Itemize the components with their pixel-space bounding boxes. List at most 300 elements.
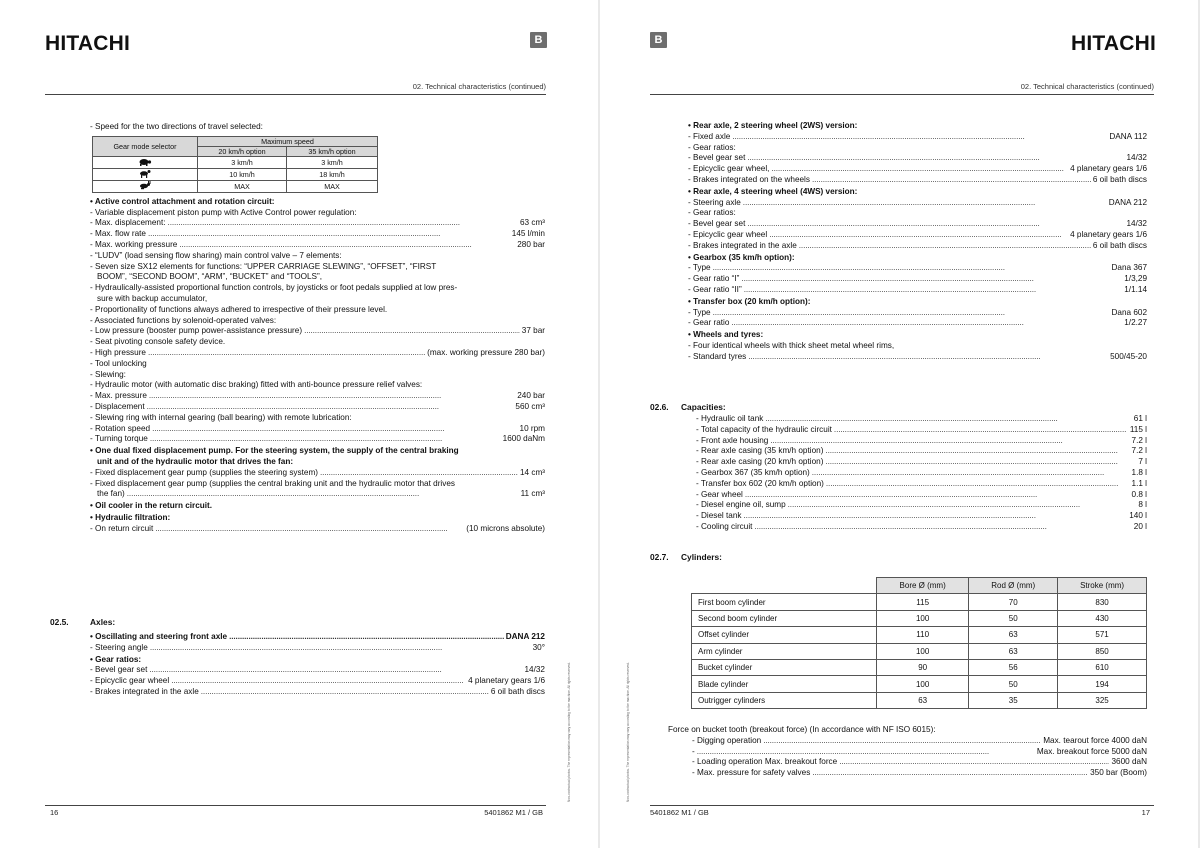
cylinder-stroke: 430 bbox=[1058, 610, 1147, 626]
leader-dots bbox=[825, 457, 1136, 468]
cylinder-rod: 63 bbox=[969, 643, 1058, 659]
capacity-row bbox=[696, 425, 1147, 436]
spec-label: - Rotation speed bbox=[90, 423, 151, 433]
cylinder-bore: 110 bbox=[877, 627, 969, 643]
spec-value: 4 planetary gears 1/6 bbox=[468, 676, 545, 686]
cylinder-stroke: 325 bbox=[1058, 692, 1147, 708]
spec-label: - Max. flow rate bbox=[90, 229, 146, 239]
leader-dots bbox=[763, 736, 1041, 747]
footer-rule bbox=[45, 805, 546, 806]
spec-value: 14 cm³ bbox=[519, 467, 545, 477]
force-row bbox=[692, 757, 1147, 768]
leader-dots bbox=[825, 446, 1129, 457]
cylinder-rod: 50 bbox=[969, 610, 1058, 626]
spec-heading: • Rear axle, 2 steering wheel (2WS) version: bbox=[688, 121, 858, 130]
side-note: Non-contractual photos. The representation may vary according to the machine. All rights reserved. bbox=[567, 662, 571, 802]
document-reference: 5401862 M1 / GB bbox=[484, 808, 543, 817]
spec-label: the fan) bbox=[97, 489, 125, 499]
spec-value: Dana 602 bbox=[1111, 307, 1147, 317]
page-left bbox=[0, 0, 598, 848]
spec-text: - Seat pivoting console safety device. bbox=[90, 337, 226, 347]
right-content bbox=[688, 120, 1147, 363]
spec-value: 30° bbox=[532, 642, 545, 652]
capacity-value: 7.2 l bbox=[1131, 446, 1147, 456]
spec-text: - Slewing: bbox=[90, 369, 126, 379]
spec-label: - Type bbox=[688, 307, 711, 317]
right-spec-list bbox=[688, 121, 1147, 363]
gear-cell: 10 km/h bbox=[198, 168, 287, 180]
capacity-value: 61 l bbox=[1133, 414, 1147, 423]
table-row bbox=[93, 168, 378, 180]
running-header: 02. Technical characteristics (continued) bbox=[412, 82, 546, 91]
capacity-row bbox=[696, 414, 1147, 425]
spec-label: - Low pressure (booster pump power-assistance pressure) bbox=[90, 326, 303, 336]
capacity-value: 8 l bbox=[1138, 500, 1147, 510]
capacity-label: - Rear axle casing (20 km/h option) bbox=[696, 457, 824, 467]
spec-heading: • Active control attachment and rotation circuit: bbox=[90, 196, 275, 206]
spec-value: 6 oil bath discs bbox=[1092, 240, 1147, 250]
spec-value: 145 l/min bbox=[511, 229, 545, 239]
capacity-row bbox=[696, 436, 1147, 447]
capacity-label: - Cooling circuit bbox=[696, 521, 753, 531]
spec-row bbox=[688, 241, 1147, 252]
blank-corner-cell bbox=[692, 578, 877, 594]
leader-dots bbox=[713, 308, 1110, 319]
spec-row bbox=[90, 468, 545, 479]
capacity-label: - Diesel tank bbox=[696, 511, 742, 521]
cylinder-bore: 100 bbox=[877, 610, 969, 626]
speed-intro: - Speed for the two directions of travel selected: bbox=[90, 122, 263, 131]
cylinder-name: Bucket cylinder bbox=[692, 659, 877, 675]
capacity-row bbox=[696, 468, 1147, 479]
capacity-label: - Hydraulic oil tank bbox=[696, 414, 764, 423]
spec-row bbox=[90, 402, 545, 413]
leader-dots bbox=[745, 490, 1130, 501]
spec-row bbox=[688, 164, 1147, 175]
leader-dots bbox=[765, 414, 1131, 425]
brand-logo: HITACHI bbox=[45, 32, 131, 55]
leader-dots bbox=[799, 241, 1091, 252]
spec-row bbox=[688, 219, 1147, 230]
leader-dots bbox=[168, 218, 518, 229]
capacity-row bbox=[696, 457, 1147, 468]
cylinders-table bbox=[691, 577, 1147, 709]
capacity-value: 1.8 l bbox=[1131, 467, 1147, 477]
cylinder-stroke: 830 bbox=[1058, 594, 1147, 610]
capacity-value: 0.8 l bbox=[1131, 489, 1147, 499]
force-label: - Loading operation Max. breakout force bbox=[692, 757, 838, 767]
spec-value: 37 bar bbox=[521, 326, 545, 336]
capacity-value: 140 l bbox=[1129, 511, 1147, 521]
spec-label: - High pressure bbox=[90, 347, 146, 357]
spec-row bbox=[688, 352, 1147, 363]
leader-dots bbox=[171, 676, 466, 687]
spec-label: - Steering angle bbox=[90, 642, 148, 652]
capacity-row bbox=[696, 490, 1147, 501]
gear-cell: 18 km/h bbox=[287, 168, 378, 180]
spec-label: - Gear ratio “I” bbox=[688, 274, 740, 284]
spec-heading: • Rear axle, 4 steering wheel (4WS) version: bbox=[688, 186, 858, 196]
spec-row bbox=[90, 348, 545, 359]
spec-value: DANA 212 bbox=[505, 632, 545, 641]
cylinder-bore: 115 bbox=[877, 594, 969, 610]
spec-label: - Max. pressure bbox=[90, 391, 147, 401]
capacity-value: 1.1 l bbox=[1131, 478, 1147, 488]
spec-value: 1/3,29 bbox=[1124, 274, 1147, 284]
spec-label: - Brakes integrated on the wheels bbox=[688, 174, 810, 184]
force-content bbox=[668, 725, 1147, 779]
capacity-label: - Gear wheel bbox=[696, 489, 743, 499]
spec-label: - Displacement bbox=[90, 401, 145, 411]
spec-label: - Steering axle bbox=[688, 197, 741, 207]
page-number: 17 bbox=[1141, 808, 1150, 817]
gear-table-header-35: 35 km/h option bbox=[287, 146, 378, 156]
leader-dots bbox=[229, 632, 504, 643]
cylinders-section-title: Cylinders: bbox=[681, 552, 722, 562]
leader-dots bbox=[179, 240, 515, 251]
spec-row bbox=[688, 308, 1147, 319]
leader-dots bbox=[743, 198, 1107, 209]
spec-text: - Gear ratios: bbox=[688, 142, 736, 152]
spec-row bbox=[90, 218, 545, 229]
cylinder-name: Blade cylinder bbox=[692, 676, 877, 692]
spec-value: 11 cm³ bbox=[520, 489, 545, 499]
capacity-row bbox=[696, 522, 1147, 533]
spec-text: - Slewing ring with internal gearing (ball bearing) with remote lubrication: bbox=[90, 412, 352, 422]
cylinder-rod: 35 bbox=[969, 692, 1058, 708]
spec-value: DANA 212 bbox=[1108, 197, 1147, 207]
gear-cell: 3 km/h bbox=[287, 156, 378, 168]
spec-label: - Epicyclic gear wheel bbox=[90, 676, 170, 686]
spec-row bbox=[90, 391, 545, 402]
spec-text: - Tool unlocking bbox=[90, 358, 147, 368]
spec-row bbox=[90, 229, 545, 240]
cylinder-name: First boom cylinder bbox=[692, 594, 877, 610]
force-row bbox=[692, 736, 1147, 747]
spec-label: - Gear ratio “II” bbox=[688, 284, 742, 294]
table-row bbox=[692, 659, 1147, 675]
cylinder-name: Outrigger cylinders bbox=[692, 692, 877, 708]
gear-cell: 3 km/h bbox=[198, 156, 287, 168]
page-right bbox=[600, 0, 1198, 848]
cylinder-rod: 70 bbox=[969, 594, 1058, 610]
cylinder-stroke: 850 bbox=[1058, 643, 1147, 659]
leader-dots bbox=[747, 219, 1124, 230]
spec-value: 14/32 bbox=[524, 665, 545, 675]
spec-row bbox=[90, 240, 545, 251]
table-header-row bbox=[692, 578, 1147, 594]
spec-label: - Standard tyres bbox=[688, 351, 747, 361]
leader-dots bbox=[713, 263, 1110, 274]
leader-dots bbox=[826, 479, 1130, 490]
leader-dots bbox=[148, 348, 425, 359]
left-content bbox=[90, 122, 545, 535]
spec-label: - Bevel gear set bbox=[688, 219, 746, 229]
leader-dots bbox=[304, 326, 520, 337]
cylinder-bore: 100 bbox=[877, 676, 969, 692]
leader-dots bbox=[748, 352, 1108, 363]
table-row bbox=[692, 692, 1147, 708]
spec-value: 500/45-20 bbox=[1110, 351, 1147, 361]
leader-dots bbox=[788, 500, 1137, 511]
spec-label: - Epicyclic gear wheel, bbox=[688, 164, 770, 174]
axles-section-number: 02.5. bbox=[50, 617, 69, 627]
capacity-value: 7 l bbox=[1138, 457, 1147, 467]
table-row bbox=[692, 627, 1147, 643]
cylinder-name: Offset cylinder bbox=[692, 627, 877, 643]
spec-text: - Seven size SX12 elements for functions: “UPPER CARRIAGE SLEWING”, “OFFSET”, “FIRST bbox=[90, 261, 437, 271]
walking-animal-icon bbox=[93, 168, 198, 180]
leader-dots bbox=[149, 391, 515, 402]
spec-heading: • Gear ratios: bbox=[90, 654, 142, 664]
spec-label: - Bevel gear set bbox=[90, 665, 148, 675]
force-value: Max. tearout force 4000 daN bbox=[1043, 735, 1147, 745]
spec-row bbox=[688, 318, 1147, 329]
table-row bbox=[692, 676, 1147, 692]
capacity-label: - Total capacity of the hydraulic circuit bbox=[696, 424, 832, 434]
spec-row bbox=[688, 132, 1147, 143]
spec-label: - Turning torque bbox=[90, 434, 148, 444]
footer-rule bbox=[650, 805, 1154, 806]
cylinder-bore: 90 bbox=[877, 659, 969, 675]
header-rule bbox=[650, 94, 1154, 95]
spec-value: 10 rpm bbox=[519, 423, 545, 433]
spec-label: - Type bbox=[688, 263, 711, 273]
spec-label: - Bevel gear set bbox=[688, 153, 746, 163]
axles-spec-list bbox=[90, 632, 545, 698]
gear-cell: MAX bbox=[287, 180, 378, 192]
capacity-row bbox=[696, 511, 1147, 522]
spec-value: 14/32 bbox=[1126, 219, 1147, 229]
spec-heading: unit and of the hydraulic motor that drives the fan: bbox=[97, 456, 294, 466]
spec-text: BOOM”, “SECOND BOOM”, “ARM”, “BUCKET” and “TOOLS”, bbox=[97, 272, 323, 282]
spec-value: (max. working pressure 280 bar) bbox=[427, 347, 545, 357]
cylinder-bore: 100 bbox=[877, 643, 969, 659]
leader-dots bbox=[839, 757, 1109, 768]
leader-dots bbox=[149, 665, 522, 676]
spec-value: 1600 daNm bbox=[502, 434, 545, 444]
hare-icon bbox=[93, 180, 198, 192]
force-list bbox=[668, 736, 1147, 779]
table-row bbox=[692, 594, 1147, 610]
spec-value: (10 microns absolute) bbox=[466, 523, 545, 533]
table-row bbox=[692, 643, 1147, 659]
spec-row bbox=[688, 230, 1147, 241]
force-value: Max. breakout force 5000 daN bbox=[1036, 746, 1147, 756]
spec-value: 14/32 bbox=[1126, 153, 1147, 163]
spec-heading: • Hydraulic filtration: bbox=[90, 512, 171, 522]
cylinder-rod: 56 bbox=[969, 659, 1058, 675]
force-row bbox=[692, 747, 1147, 758]
leader-dots bbox=[127, 489, 519, 500]
capacity-label: - Front axle housing bbox=[696, 435, 769, 445]
leader-dots bbox=[812, 468, 1130, 479]
leader-dots bbox=[769, 230, 1068, 241]
spec-value: 560 cm³ bbox=[515, 401, 545, 411]
leader-dots bbox=[754, 522, 1131, 533]
leader-dots bbox=[150, 643, 531, 654]
leader-dots bbox=[834, 425, 1128, 436]
spec-value: 1/2.27 bbox=[1124, 318, 1147, 328]
leader-dots bbox=[812, 175, 1091, 186]
spec-label: - Max. working pressure bbox=[90, 239, 178, 249]
spec-row bbox=[688, 198, 1147, 209]
cylinder-bore: 63 bbox=[877, 692, 969, 708]
spec-text: - Four identical wheels with thick sheet metal wheel rims, bbox=[688, 340, 895, 350]
capacity-value: 7.2 l bbox=[1131, 435, 1147, 445]
spec-text: - Gear ratios: bbox=[688, 208, 736, 218]
spec-value: DANA 112 bbox=[1109, 131, 1147, 141]
side-note: Non-contractual photos. The representation may vary according to the machine. All rights reserved. bbox=[626, 662, 630, 802]
capacity-label: - Diesel engine oil, sump bbox=[696, 500, 786, 510]
spec-label: - On return circuit bbox=[90, 523, 154, 533]
spec-row bbox=[688, 153, 1147, 164]
brand-logo: HITACHI bbox=[1070, 32, 1156, 55]
gear-table-header-max: Maximum speed bbox=[198, 136, 378, 146]
spec-label: - Brakes integrated in the axle bbox=[90, 686, 199, 696]
spec-label: - Fixed axle bbox=[688, 131, 731, 141]
col-header-rod: Rod Ø (mm) bbox=[969, 578, 1058, 594]
spec-row bbox=[90, 524, 545, 535]
leader-dots bbox=[320, 468, 518, 479]
cylinders-table-body bbox=[692, 594, 1147, 709]
spec-value: 1/1.14 bbox=[1124, 284, 1147, 294]
spec-row bbox=[90, 676, 545, 687]
capacity-label: - Transfer box 602 (20 km/h option) bbox=[696, 478, 824, 488]
spec-text: - Hydraulic motor (with automatic disc braking) fitted with anti-bounce pressure relief valves: bbox=[90, 380, 423, 390]
spec-label: - Brakes integrated in the axle bbox=[688, 240, 797, 250]
leader-dots bbox=[741, 274, 1122, 285]
capacities-list bbox=[696, 414, 1147, 533]
spec-heading: • Oil cooler in the return circuit. bbox=[90, 501, 213, 511]
spec-value: 6 oil bath discs bbox=[490, 686, 545, 696]
table-row bbox=[93, 156, 378, 168]
force-label: - bbox=[692, 746, 695, 756]
spec-row bbox=[90, 434, 545, 445]
spec-label: - Max. displacement: bbox=[90, 218, 166, 228]
capacity-row bbox=[696, 479, 1147, 490]
cylinder-stroke: 571 bbox=[1058, 627, 1147, 643]
spec-text: - Associated functions by solenoid-operated valves: bbox=[90, 315, 277, 325]
spec-row bbox=[90, 687, 545, 698]
capacity-row bbox=[696, 446, 1147, 457]
force-value: 3600 daN bbox=[1111, 757, 1147, 767]
spec-row bbox=[688, 175, 1147, 186]
leader-dots bbox=[148, 229, 510, 240]
document-reference: 5401862 M1 / GB bbox=[650, 808, 709, 817]
cylinders-section-number: 02.7. bbox=[650, 552, 669, 562]
cylinder-stroke: 610 bbox=[1058, 659, 1147, 675]
col-header-bore: Bore Ø (mm) bbox=[877, 578, 969, 594]
leader-dots bbox=[744, 285, 1123, 296]
spec-label: • Oscillating and steering front axle bbox=[90, 632, 228, 641]
table-row bbox=[93, 180, 378, 192]
spec-value: 280 bar bbox=[517, 239, 545, 249]
section-badge: B bbox=[650, 32, 667, 48]
spec-value: 4 planetary gears 1/6 bbox=[1070, 229, 1147, 239]
spec-value: 240 bar bbox=[517, 391, 545, 401]
spec-row bbox=[90, 326, 545, 337]
spec-row bbox=[688, 263, 1147, 274]
spec-heading: • Wheels and tyres: bbox=[688, 330, 764, 340]
leader-dots bbox=[147, 402, 514, 413]
spec-label: - Fixed displacement gear pump (supplies the steering system) bbox=[90, 467, 318, 477]
spec-row bbox=[90, 643, 545, 654]
spec-row bbox=[90, 424, 545, 435]
leader-dots bbox=[770, 436, 1129, 447]
axles-section-title: Axles: bbox=[90, 617, 116, 627]
leader-dots bbox=[152, 424, 517, 435]
capacities-section-number: 02.6. bbox=[650, 402, 669, 412]
header-rule bbox=[45, 94, 546, 95]
force-value: 350 bar (Boom) bbox=[1090, 768, 1147, 778]
leader-dots bbox=[731, 318, 1122, 329]
force-label: - Digging operation bbox=[692, 735, 762, 745]
spec-value: 6 oil bath discs bbox=[1092, 174, 1147, 184]
force-intro: Force on bucket tooth (breakout force) (In accordance with NF ISO 6015): bbox=[668, 725, 936, 734]
spec-text: sure with backup accumulator, bbox=[97, 293, 208, 303]
leader-dots bbox=[150, 434, 501, 445]
leader-dots bbox=[771, 164, 1068, 175]
capacities-section-title: Capacities: bbox=[681, 402, 726, 412]
cylinder-name: Arm cylinder bbox=[692, 643, 877, 659]
capacity-label: - Gearbox 367 (35 km/h option) bbox=[696, 467, 810, 477]
capacity-value: 20 l bbox=[1133, 521, 1147, 531]
gear-mode-table bbox=[92, 136, 378, 193]
page-number: 16 bbox=[50, 808, 59, 817]
leader-dots bbox=[744, 511, 1128, 522]
leader-dots bbox=[155, 524, 464, 535]
leader-dots bbox=[201, 687, 489, 698]
spec-value: 4 planetary gears 1/6 bbox=[1070, 164, 1147, 174]
gear-table-header-selector: Gear mode selector bbox=[93, 136, 198, 156]
spec-value: 63 cm³ bbox=[519, 218, 545, 228]
spec-label: - Epicyclic gear wheel bbox=[688, 229, 768, 239]
spec-row bbox=[90, 489, 545, 500]
leader-dots bbox=[697, 747, 1035, 758]
table-row bbox=[692, 610, 1147, 626]
spec-text: - Variable displacement piston pump with Active Control power regulation: bbox=[90, 207, 357, 217]
spec-value: Dana 367 bbox=[1111, 263, 1147, 273]
gear-cell: MAX bbox=[198, 180, 287, 192]
cylinder-stroke: 194 bbox=[1058, 676, 1147, 692]
section-badge: B bbox=[530, 32, 547, 48]
spec-row bbox=[90, 632, 545, 643]
capacity-label: - Rear axle casing (35 km/h option) bbox=[696, 446, 824, 456]
spec-text: - Hydraulically-assisted proportional function controls, by joysticks or foot pedals supplied at low pres- bbox=[90, 283, 458, 293]
turtle-icon bbox=[93, 156, 198, 168]
spec-text: - Fixed displacement gear pump (supplies the central braking unit and the hydraulic motor that drives bbox=[90, 478, 455, 488]
col-header-stroke: Stroke (mm) bbox=[1058, 578, 1147, 594]
spec-text: - “LUDV” (load sensing flow sharing) main control valve – 7 elements: bbox=[90, 250, 342, 260]
force-row bbox=[692, 768, 1147, 779]
leader-dots bbox=[747, 153, 1124, 164]
spec-text: - Proportionality of functions always adhered to irrespective of their pressure level. bbox=[90, 304, 388, 314]
cylinder-name: Second boom cylinder bbox=[692, 610, 877, 626]
force-label: - Max. pressure for safety valves bbox=[692, 768, 811, 778]
leader-dots bbox=[812, 768, 1088, 779]
capacity-value: 115 l bbox=[1129, 424, 1147, 434]
spec-row bbox=[688, 285, 1147, 296]
spec-heading: • Gearbox (35 km/h option): bbox=[688, 252, 795, 262]
axles-content bbox=[90, 632, 545, 698]
leader-dots bbox=[732, 132, 1107, 143]
spec-label: - Gear ratio bbox=[688, 318, 730, 328]
spec-heading: • Transfer box (20 km/h option): bbox=[688, 296, 811, 306]
cylinder-rod: 50 bbox=[969, 676, 1058, 692]
cylinder-rod: 63 bbox=[969, 627, 1058, 643]
spec-row bbox=[688, 274, 1147, 285]
